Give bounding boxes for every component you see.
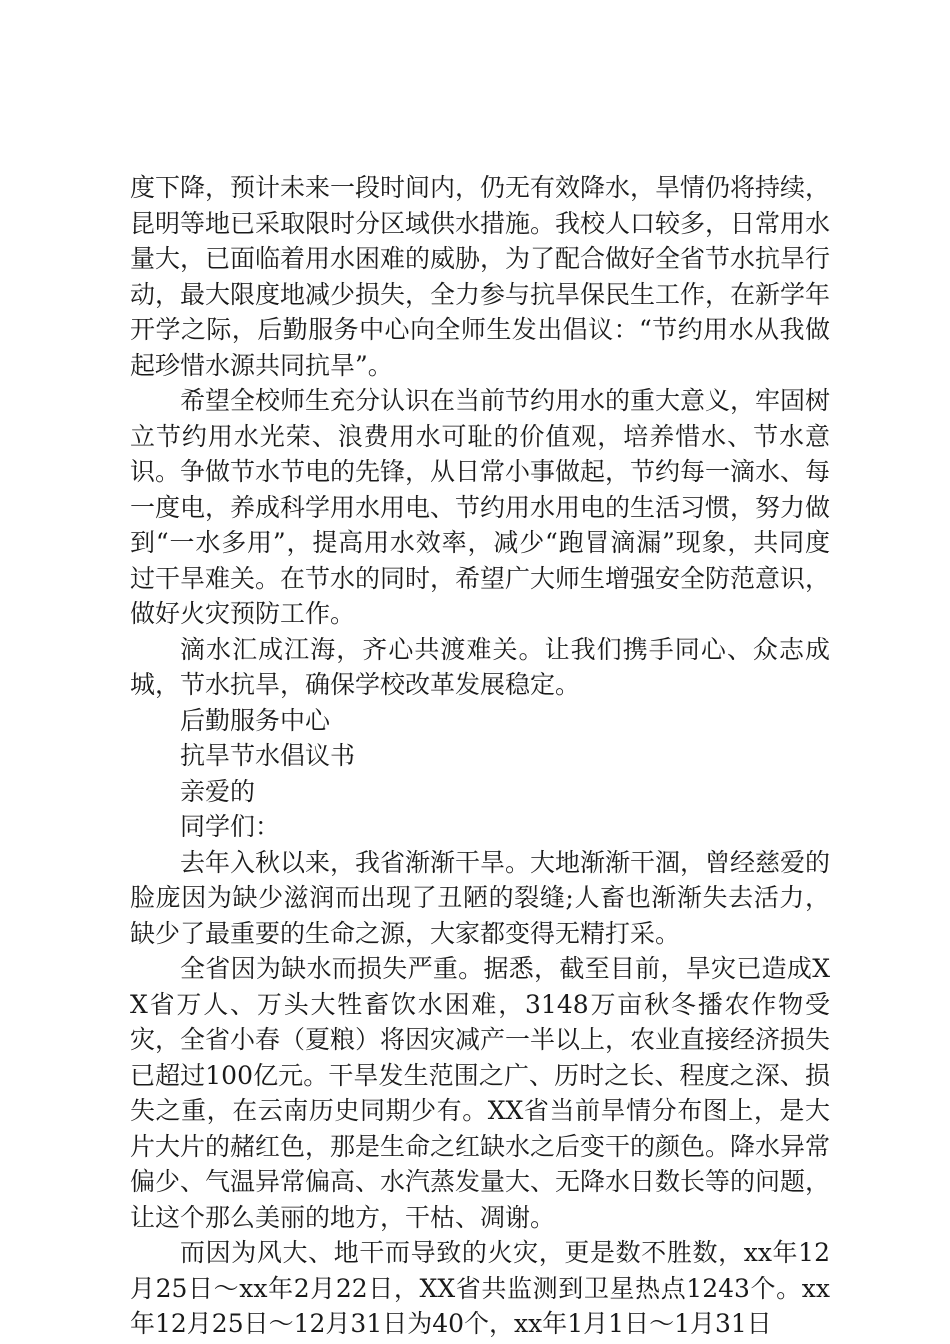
- document-page: [130, 170, 830, 1342]
- paragraph-unity: 滴水汇成江海，齐心共渡难关。让我们携手同心、众志成城，节水抗旱，确保学校改革发展稳定。: [130, 634, 830, 699]
- paragraph-drought-since-autumn: 去年入秋以来，我省渐渐干旱。大地渐渐干涸，曾经慈爱的脸庞因为缺少滋润而出现了丑陋的裂缝;人畜也渐渐失去活力，缺少了最重要的生命之源，大家都变得无精打采。: [130, 847, 831, 948]
- paragraph-appeal: 希望全校师生充分认识在当前节约用水的重大意义，牢固树立节约用水光荣、浪费用水可耻的价值观，培养惜水、节水意识。争做节水节电的先锋，从日常小事做起，节约每一滴水、每一度电，养成科学用水用电、节约用水用电的生活习惯，努力做到“一水多用”，提高用水效率，减少“跑冒滴漏”现象，共同度过干旱难关。在节水的同时，希望广大师生增强安全防范意识，做好火灾预防工作。: [130, 386, 831, 628]
- salutation-dear: 亲爱的: [180, 776, 256, 806]
- signature-logistics-center: 后勤服务中心: [180, 705, 331, 735]
- paragraph-fires: 而因为风大、地干而导致的火灾，更是数不胜数，xx年12月25日～xx年2月22日，XX省共监测到卫星热点1243个。xx年12月25日～12月31日为40个，xx年1月1日～1月31日: [130, 1238, 830, 1338]
- paragraph-losses: 全省因为缺水而损失严重。据悉，截至目前，旱灾已造成XX省万人、万头大牲畜饮水困难，3148万亩秋冬播农作物受灾，全省小春（夏粮）将因灾减产一半以上，农业直接经济损失已超过100亿元。干旱发生范围之广、历时之长、程度之深、损失之重，在云南历史同期少有。XX省当前旱情分布图上，是大片大片的赭红色，那是生命之红缺水之后变干的颜色。降水异常偏少、气温异常偏高、水汽蒸发量大、无降水日数长等的问题，让这个那么美丽的地方，干枯、凋谢。: [130, 954, 831, 1232]
- document-title: 抗旱节水倡议书: [180, 741, 356, 770]
- paragraph-drought-intro: 度下降，预计未来一段时间内，仍无有效降水，旱情仍将持续，昆明等地已采取限时分区域供水措施。我校人口较多，日常用水量大，已面临着用水困难的威胁，为了配合做好全省节水抗旱行动，最大限度地减少损失，全力参与抗旱保民生工作，在新学年开学之际，后勤服务中心向全师生发出倡议：“节约用水从我做起珍惜水源共同抗旱”。: [130, 173, 831, 380]
- salutation-students: 同学们：: [180, 812, 281, 841]
